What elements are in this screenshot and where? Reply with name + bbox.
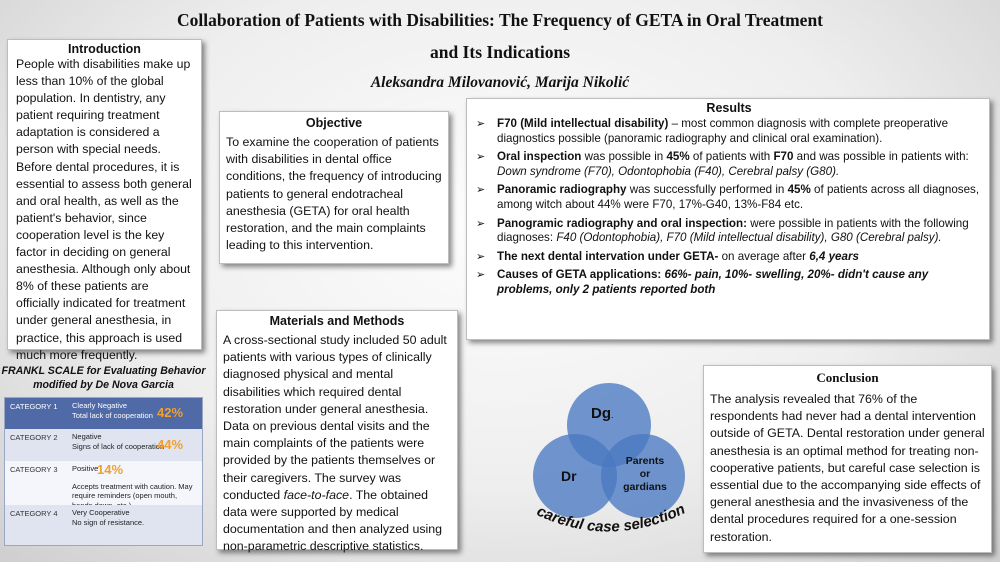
frankl-percent: 42% (157, 405, 184, 420)
frankl-description: Accepts treatment with caution. May require reminders (open mouth, (72, 481, 193, 500)
conclusion-heading: Conclusion (816, 370, 879, 385)
venn-label-parents: Parents or gardians (623, 455, 667, 493)
materials-text-italic: face-to-face (283, 487, 350, 502)
frankl-heading-line2: modified by De Nova Garcia (33, 379, 174, 391)
frankl-percent: 14% (97, 462, 124, 477)
frankl-description: No sign of resistance. (72, 517, 145, 527)
results-box (466, 98, 990, 340)
venn-svg (525, 375, 705, 545)
frankl-table (4, 397, 203, 546)
results-heading: Results (706, 101, 752, 115)
frankl-desc (67, 505, 202, 545)
venn-label-dg: Dg. (591, 405, 614, 422)
materials-text (223, 332, 451, 556)
frankl-row-4 (5, 505, 202, 545)
frankl-label: Clearly Negative (72, 401, 128, 410)
frankl-row-2 (5, 429, 202, 462)
frankl-label: Positive (72, 464, 99, 473)
objective-box (219, 111, 449, 264)
frankl-description: Signs of lack of cooperation (72, 441, 165, 451)
materials-text-part1: A cross-sectional study included 50 adult patients with various types of clinically diagnosed physical and mental disabilities which required dental restoration under general anesthesia. Data on previous dental visits and the main complaints of the patients were provided by the patients themselves or their caregivers. The survey was conducted (223, 333, 447, 502)
introduction-box (7, 39, 202, 362)
introduction-heading: Introduction (68, 42, 141, 56)
authors: Aleksandra Milovanović, Marija Nikolić (370, 74, 630, 91)
results-item: ➢ Causes of GETA applications: 66%- pain, 10%- swelling, 20%- didn't cause any problems, only 2 patients reported both (476, 268, 929, 296)
frankl-label: Very Cooperative (72, 508, 130, 517)
frankl-category: CATEGORY 1 (5, 398, 67, 429)
venn-label-dr: Dr (561, 468, 577, 484)
frankl-row-1 (5, 398, 202, 430)
poster-title-line1: Collaboration of Patients with Disabilities: The Frequency of GETA in Oral Treatment (176, 10, 824, 30)
objective-heading: Objective (305, 116, 363, 130)
frankl-desc (67, 461, 202, 505)
results-item: ➢ Oral inspection was possible in 45% of patients with F70 and was possible in patients with: Down syndrome (F70), Odontophobia (F40), Cerebral palsy (G80). (476, 150, 969, 178)
results-item: ➢ Panoramic radiography was successfully performed in 45% of patients across all diagnoses, among witch about 44% were F70, 17%-G40, 13%-F84 etc. (476, 183, 980, 211)
results-item: ➢ Panogramic radiography and oral inspection: were possible in patients with the following diagnoses: F40 (Odontophobia), F70 (Mild intellectual disability), G80 (Cerebral palsy). (476, 216, 969, 245)
objective-text: To examine the cooperation of patients with disabilities in dental office conditions, the frequency of introducing patients to general endotracheal anesthesia (GETA) for oral health restoration, and the main complaints leading to this intervention. (226, 135, 442, 253)
conclusion-text: The analysis revealed that 76% of the respondents had never had a dental intervention outside of GETA. Dental restoration under general anesthesia is an optimal method for treating non- cooperative patients, but careful case selection is essential due to the accompanying side effects of general anesthesia and the invasiveness of the dental procedures required for a one-session restoration. (710, 392, 985, 544)
frankl-description: Total lack of cooperation (72, 410, 153, 420)
frankl-heading (0, 364, 207, 392)
frankl-row-3 (5, 461, 202, 506)
materials-heading: Materials and Methods (269, 314, 405, 328)
poster-title-line2: and Its Indications (429, 42, 571, 62)
frankl-heading-line1: FRANKL SCALE for Evaluating Behavior (1, 365, 206, 377)
frankl-category: CATEGORY 3 (5, 461, 67, 505)
venn-caption: careful case selection (534, 500, 688, 536)
introduction-text: People with disabilities make up less than 10% of the global population. In dentistry, any patient requiring treatment adaptation is considered a person with special needs. Before dental procedures, it is essential to assess both general and oral health, as well as the patient's behavior, since cooperation level is the key factor in deciding on general anesthesia. Although only about 8% of these patients are officially indicated for treatment under general anesthesia, in practice, this approach is used much more frequently. (16, 57, 192, 362)
results-list (475, 117, 983, 298)
materials-box (216, 310, 458, 554)
results-item: ➢ The next dental intervation under GETA- on average after 6,4 years (476, 249, 859, 263)
conclusion-box (703, 365, 992, 553)
results-item: ➢ F70 (Mild intellectual disability) – most common diagnosis with complete preoperative diagnostics possible (panoramic radiography and clinical oral examination). (476, 117, 949, 145)
materials-text-part2: . The obtained data were supported by medical documentation and then analyzed using non-parametric descriptive statistics. (223, 487, 443, 554)
venn-diagram (525, 375, 705, 545)
frankl-category: CATEGORY 2 (5, 429, 67, 461)
frankl-percent: 44% (157, 437, 184, 452)
frankl-label: Negative (72, 432, 102, 441)
frankl-category: CATEGORY 4 (5, 505, 67, 545)
